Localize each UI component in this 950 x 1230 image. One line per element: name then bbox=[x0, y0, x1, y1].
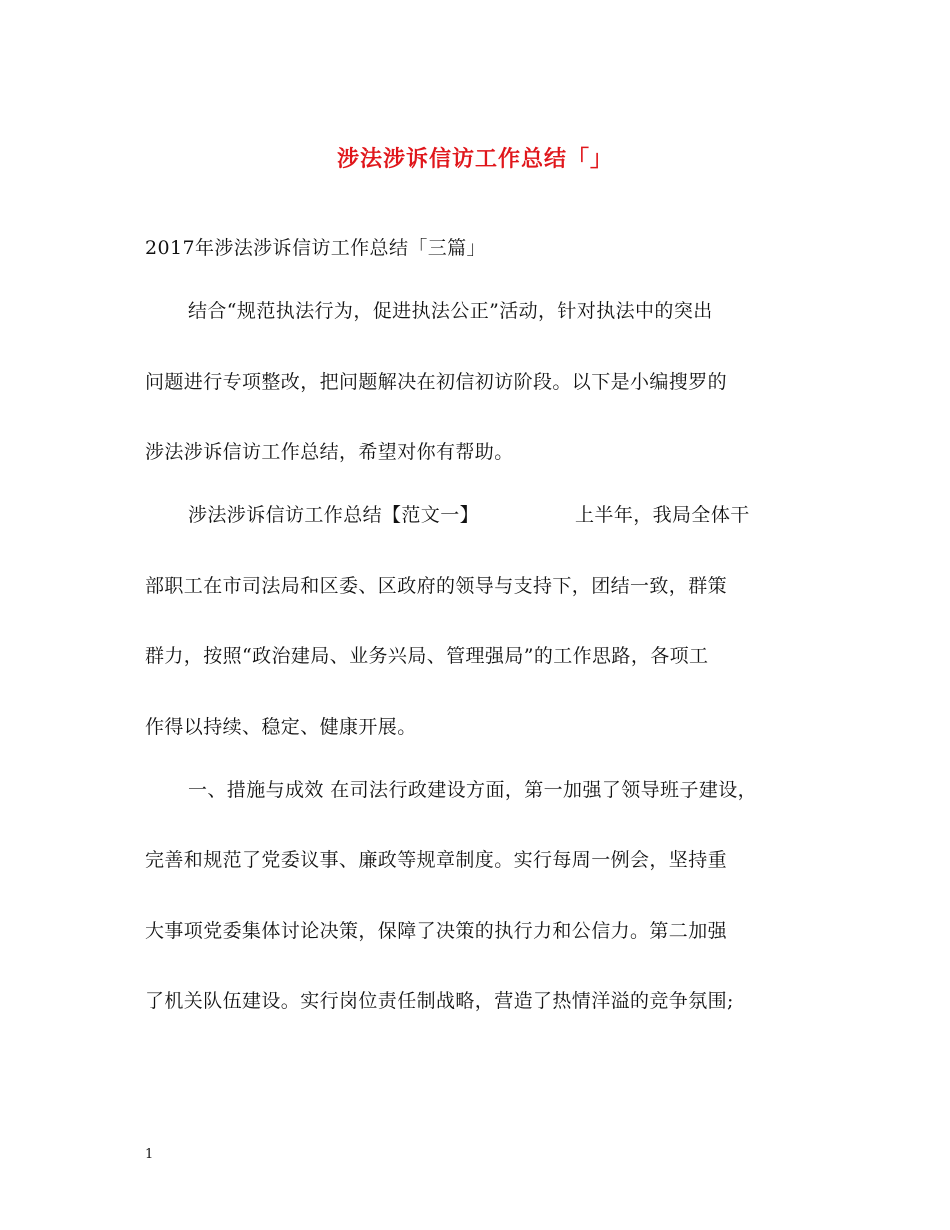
paragraph-line: 部职工在市司法局和区委、区政府的领导与支持下，团结一致，群策 bbox=[145, 575, 728, 597]
paragraph-line: 涉法涉诉信访工作总结，希望对你有帮助。 bbox=[145, 441, 514, 463]
paragraph-line: 了机关队伍建设。实行岗位责任制战略，营造了热情洋溢的竞争氛围; bbox=[145, 990, 734, 1012]
paragraph-line: 一、措施与成效 在司法行政建设方面，第一加强了领导班子建设， bbox=[188, 779, 758, 801]
section-line bbox=[188, 499, 750, 531]
paragraph-line: 完善和规范了党委议事、廉政等规章制度。实行每周一例会，坚持重 bbox=[145, 849, 728, 871]
page-number: 1 bbox=[145, 1147, 154, 1162]
section-first-line: 上半年，我局全体干 bbox=[575, 504, 750, 526]
document-subtitle: 2017年涉法涉诉信访工作总结「三篇」 bbox=[145, 237, 486, 259]
paragraph-line: 作得以持续、稳定、健康开展。 bbox=[145, 716, 417, 738]
section-heading: 涉法涉诉信访工作总结【范文一】 bbox=[188, 504, 480, 526]
paragraph-line: 群力，按照“政治建局、业务兴局、管理强局”的工作思路，各项工 bbox=[145, 645, 709, 667]
paragraph-line: 问题进行专项整改，把问题解决在初信初访阶段。以下是小编搜罗的 bbox=[145, 371, 728, 393]
paragraph-line: 大事项党委集体讨论决策，保障了决策的执行力和公信力。第二加强 bbox=[145, 920, 728, 942]
document-title: 涉法涉诉信访工作总结「」 bbox=[336, 146, 613, 172]
paragraph-line: 结合“规范执法行为，促进执法公正”活动，针对执法中的突出 bbox=[188, 300, 713, 322]
